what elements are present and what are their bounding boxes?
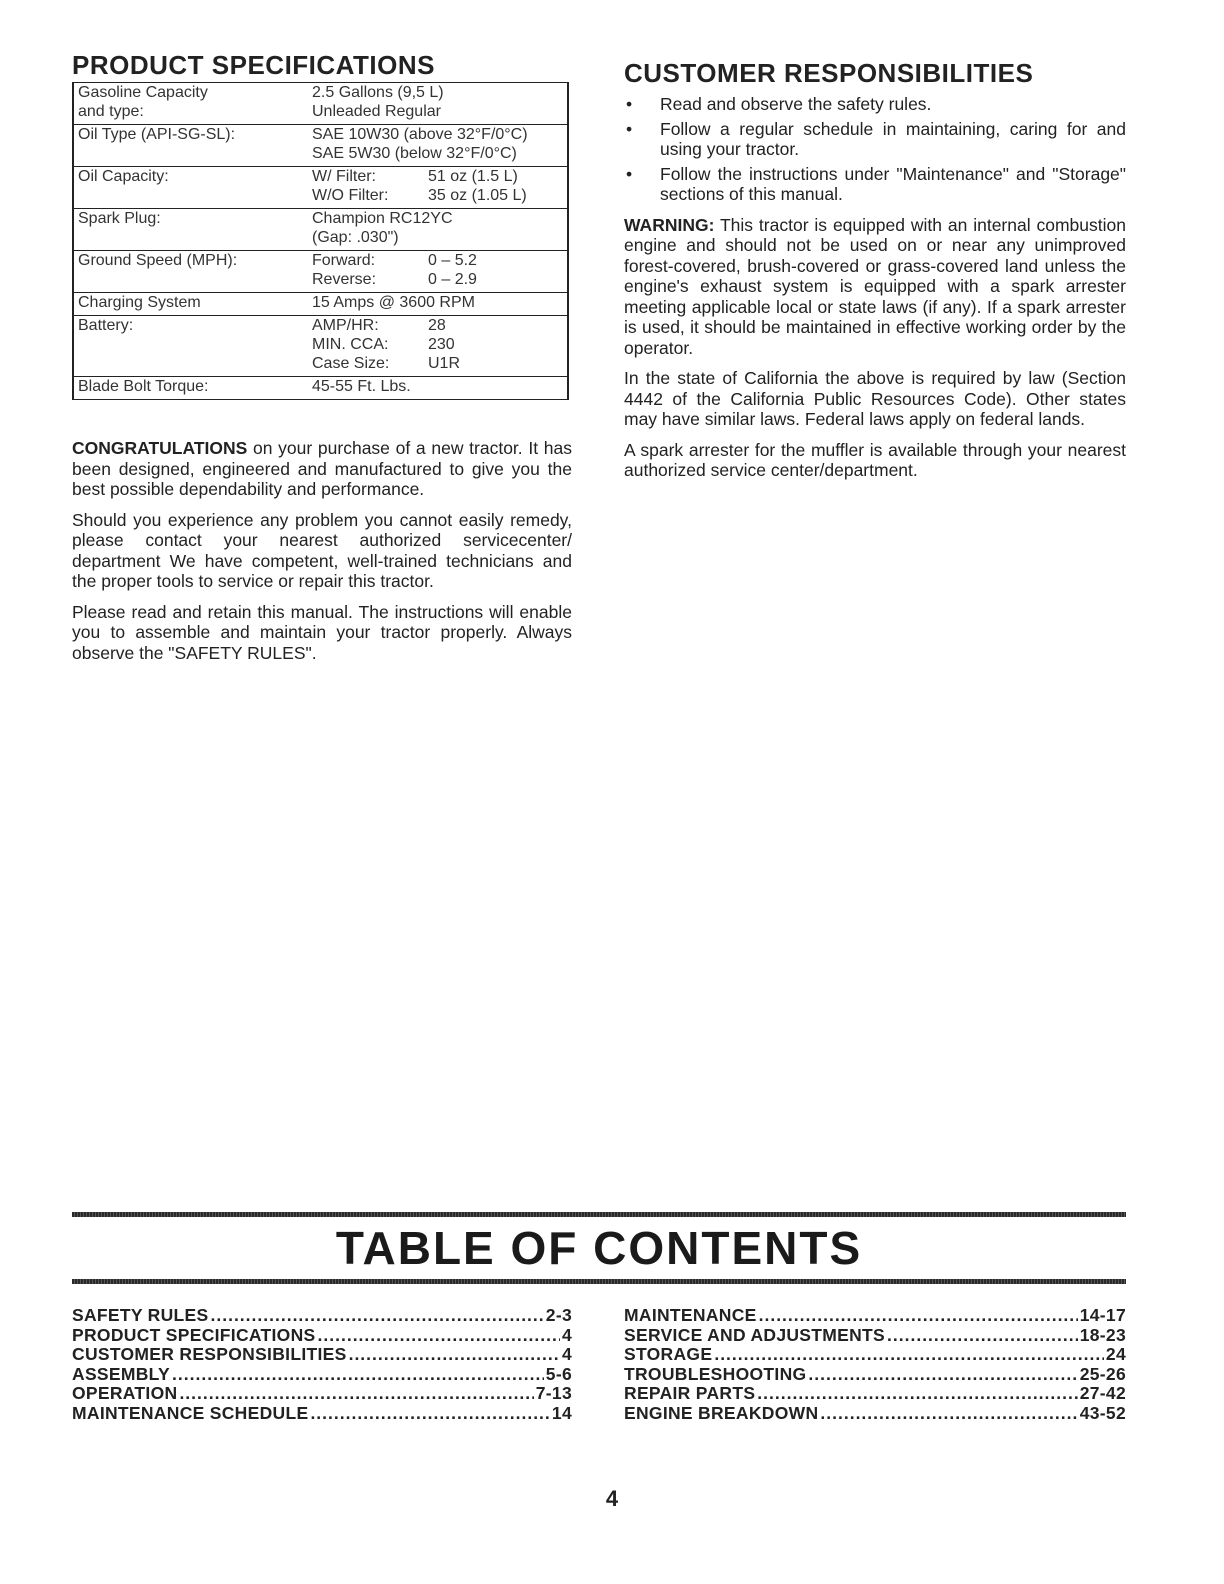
toc-entry	[72, 1345, 572, 1365]
spec-label	[73, 251, 308, 293]
spec-label-line: Blade Bolt Torque:	[78, 378, 209, 395]
list-item	[624, 94, 1126, 115]
spec-label-line: and type:	[78, 103, 144, 120]
bullet-text: Read and observe the safety rules.	[660, 94, 932, 114]
toc-entry-pages: 2-3	[545, 1305, 572, 1325]
toc-entry	[624, 1345, 1126, 1365]
toc-leader-dots	[179, 1384, 533, 1404]
toc-leader-dots	[349, 1345, 560, 1365]
spec-label	[73, 209, 308, 251]
right-column	[624, 58, 1126, 491]
spec-label-line: Gasoline Capacity	[78, 84, 208, 101]
toc-entry	[72, 1384, 572, 1404]
congrats-lead: CONGRATULATIONS	[72, 438, 248, 458]
toc-entry	[72, 1306, 572, 1326]
table-row	[73, 125, 568, 167]
spec-pair	[312, 167, 563, 186]
toc-entry-pages: 7-13	[535, 1383, 572, 1403]
spec-pair	[312, 251, 563, 270]
toc-leader-dots	[887, 1326, 1078, 1346]
toc-entry	[624, 1404, 1126, 1424]
spec-pair-value: 230	[428, 336, 455, 353]
toc-entry-name: ENGINE BREAKDOWN	[624, 1402, 819, 1423]
toc-entry	[72, 1326, 572, 1346]
toc-entry-name: ASSEMBLY	[72, 1363, 171, 1384]
toc-leader-dots	[318, 1326, 560, 1346]
toc-entry	[624, 1306, 1126, 1326]
table-row	[73, 209, 568, 251]
problem-paragraph: Should you experience any problem you cannot easily remedy, please contact your nearest authorized servicecenter/ department We have competent, well-trained technicians and the proper tools to service or repair this tractor.	[72, 509, 572, 591]
warning-text: This tractor is equipped with an internal combustion engine and should not be used on or near any unimproved forest-covered, brush-covered or grass-covered land unless the engine's exhaust system is equipped with a spark arrester meeting applicable local or state laws (if any). If a spark arrester is used, it should be maintained in effective working order by the operator.	[624, 214, 1126, 358]
spec-value	[308, 209, 568, 251]
toc-entry-name: REPAIR PARTS	[624, 1383, 756, 1403]
spec-value	[308, 293, 568, 316]
spec-label	[73, 316, 308, 377]
toc-entry-pages: 18-23	[1079, 1324, 1126, 1345]
toc-entry	[624, 1384, 1126, 1404]
toc-entry	[624, 1326, 1126, 1346]
toc-leader-dots	[757, 1384, 1077, 1404]
page-number: 4	[605, 1486, 619, 1511]
list-item	[624, 119, 1126, 160]
spec-pair-key: AMP/HR:	[312, 317, 379, 334]
toc-entry-pages: 14	[551, 1402, 572, 1423]
bullet-icon: •	[626, 118, 633, 139]
toc-entry-pages: 24	[1105, 1344, 1126, 1364]
spec-pair-key: MIN. CCA:	[312, 336, 389, 353]
spec-value	[308, 125, 568, 167]
toc-entry-name: MAINTENANCE SCHEDULE	[72, 1402, 309, 1423]
spec-pair-key: Reverse:	[312, 271, 377, 288]
spec-pair-value: 0 – 5.2	[428, 252, 477, 269]
spec-label	[73, 377, 308, 400]
spec-pair-value: U1R	[428, 355, 461, 372]
congrats-paragraph	[72, 438, 572, 500]
toc-entry-name: SAFETY RULES	[72, 1305, 209, 1325]
spec-label-line: Oil Type (API-SG-SL):	[78, 126, 236, 143]
bullet-icon: •	[626, 163, 633, 184]
toc-entry	[624, 1365, 1126, 1385]
spec-label-line: Battery:	[78, 317, 134, 334]
spec-pair-key: W/ Filter:	[312, 168, 376, 185]
toc-leader-dots	[172, 1365, 544, 1385]
spec-label	[73, 83, 308, 125]
spec-value-line: SAE 10W30 (above 32°F/0°C)	[312, 126, 528, 143]
table-row	[73, 316, 568, 377]
table-row	[73, 83, 568, 125]
spec-label	[73, 125, 308, 167]
table-row	[73, 293, 568, 316]
toc-entry	[72, 1404, 572, 1424]
spec-value-line: 2.5 Gallons (9,5 L)	[312, 84, 444, 101]
responsibilities-list	[624, 94, 1126, 205]
spark-arrester-paragraph: A spark arrester for the muffler is available through your nearest authorized service center/department.	[624, 439, 1126, 480]
spec-label-line: Charging System	[78, 294, 201, 311]
product-specs-title: PRODUCT SPECIFICATIONS	[72, 50, 435, 80]
toc-entry-name: TROUBLESHOOTING	[624, 1363, 807, 1384]
spec-value	[308, 251, 568, 293]
spec-pair-value: 0 – 2.9	[428, 271, 477, 288]
toc-entry-name: CUSTOMER RESPONSIBILITIES	[72, 1344, 347, 1364]
california-paragraph: In the state of California the above is required by law (Section 4442 of the California Public Resources Code). Other states may have similar laws. Federal laws apply on federal lands.	[624, 368, 1126, 429]
table-row	[73, 167, 568, 209]
spec-pair-key: Case Size:	[312, 355, 390, 372]
toc-leader-dots	[808, 1365, 1077, 1385]
toc-entry-name: PRODUCT SPECIFICATIONS	[72, 1324, 316, 1345]
congrats-text: on your purchase of a new tractor. It has been designed, engineered and manufactured to give you the best possible dependability and performance.	[72, 438, 572, 499]
toc-entry-pages: 14-17	[1079, 1305, 1126, 1325]
toc-entry-name: OPERATION	[72, 1383, 178, 1403]
spec-pair	[312, 354, 563, 373]
spec-value-line: 15 Amps @ 3600 RPM	[312, 294, 475, 311]
toc-leader-dots	[714, 1345, 1104, 1365]
spec-pair-value: 35 oz (1.05 L)	[428, 187, 527, 204]
toc-entry-pages: 4	[561, 1324, 572, 1345]
spec-label	[73, 167, 308, 209]
spec-pair	[312, 316, 563, 335]
table-of-contents	[72, 1212, 1126, 1423]
toc-left-column	[72, 1306, 572, 1423]
toc-leader-dots	[820, 1404, 1077, 1424]
spec-value-line: 45-55 Ft. Lbs.	[312, 378, 411, 395]
spec-pair-key: Forward:	[312, 252, 376, 269]
spec-pair-value: 28	[428, 317, 446, 334]
spec-pair-value: 51 oz (1.5 L)	[428, 168, 518, 185]
toc-entry	[72, 1365, 572, 1385]
spec-value	[308, 83, 568, 125]
toc-entry-name: MAINTENANCE	[624, 1305, 757, 1325]
specs-table	[72, 82, 569, 400]
spec-value	[308, 377, 568, 400]
toc-entry-pages: 27-42	[1079, 1383, 1126, 1403]
read-manual-paragraph: Please read and retain this manual. The instructions will enable you to assemble and maintain your tractor properly. Always observe the "SAFETY RULES".	[72, 601, 572, 663]
spec-pair	[312, 186, 563, 205]
toc-entry-pages: 5-6	[545, 1363, 572, 1384]
table-row	[73, 377, 568, 400]
spec-value-line: Champion RC12YC	[312, 210, 453, 227]
toc-bottom-rule	[72, 1279, 1126, 1284]
toc-leader-dots	[759, 1306, 1078, 1326]
spec-value	[308, 167, 568, 209]
spec-pair	[312, 270, 563, 289]
spec-pair	[312, 335, 563, 354]
toc-right-column	[624, 1306, 1126, 1423]
spec-label-line: Oil Capacity:	[78, 168, 169, 185]
spec-value	[308, 316, 568, 377]
toc-entry-pages: 25-26	[1079, 1363, 1126, 1384]
customer-resp-title: CUSTOMER RESPONSIBILITIES	[624, 58, 1034, 88]
list-item	[624, 164, 1126, 205]
intro-section	[72, 438, 572, 663]
left-column	[72, 50, 572, 673]
toc-leader-dots	[211, 1306, 544, 1326]
spec-label-line: Spark Plug:	[78, 210, 161, 227]
warning-lead: WARNING:	[624, 214, 715, 235]
warning-paragraph	[624, 215, 1126, 359]
table-row	[73, 251, 568, 293]
spec-label-line: Ground Speed (MPH):	[78, 252, 238, 269]
spec-value-line: Unleaded Regular	[312, 103, 441, 120]
bullet-text: Follow a regular schedule in maintaining, caring for and using your tractor.	[660, 118, 1126, 159]
toc-entry-pages: 4	[561, 1344, 572, 1364]
spec-value-line: (Gap: .030")	[312, 229, 399, 246]
spec-value-line: SAE 5W30 (below 32°F/0°C)	[312, 145, 517, 162]
bullet-text: Follow the instructions under "Maintenance" and "Storage" sections of this manual.	[660, 163, 1126, 204]
toc-entry-name: STORAGE	[624, 1344, 713, 1364]
toc-title: TABLE OF CONTENTS	[335, 1222, 863, 1274]
bullet-icon: •	[626, 94, 633, 114]
spec-label	[73, 293, 308, 316]
toc-leader-dots	[310, 1404, 549, 1424]
toc-entry-name: SERVICE AND ADJUSTMENTS	[624, 1324, 886, 1345]
spec-pair-key: W/O Filter:	[312, 187, 389, 204]
toc-entry-pages: 43-52	[1079, 1402, 1126, 1423]
